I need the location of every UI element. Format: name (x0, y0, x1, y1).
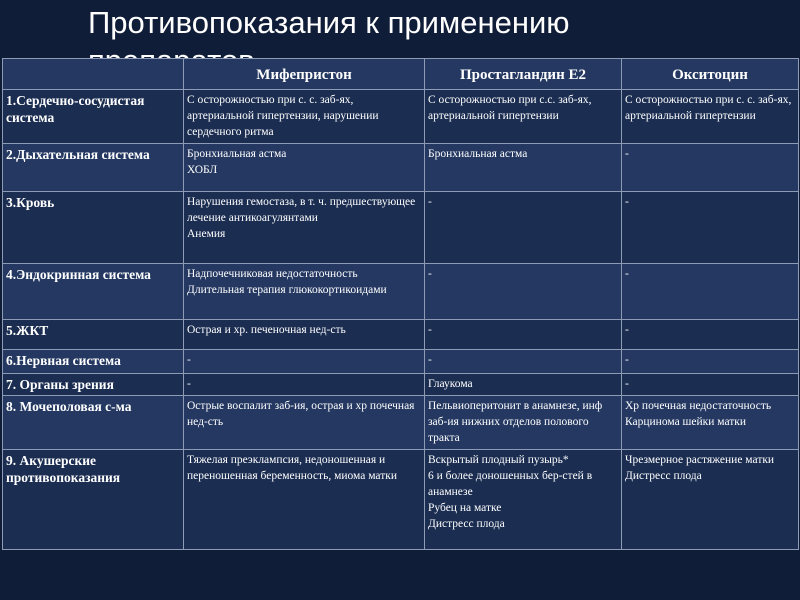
prostaglandin-line: - (428, 354, 432, 366)
header-row (3, 59, 799, 90)
mifepristone-cell (184, 264, 425, 320)
system-cell: 7. Органы зрения (3, 374, 184, 396)
prostaglandin-cell (425, 192, 622, 264)
system-cell: 5.ЖКТ (3, 320, 184, 350)
system-cell: 2.Дыхательная система (3, 144, 184, 192)
prostaglandin-line: Вскрытый плодный пузырь* (428, 454, 569, 466)
prostaglandin-cell (425, 450, 622, 550)
table-row (3, 374, 799, 396)
system-cell: 9. Акушерские противопоказания (3, 450, 184, 550)
oxytocin-cell (622, 144, 799, 192)
prostaglandin-line: - (428, 324, 432, 336)
header-oxytocin: Окситоцин (622, 59, 799, 90)
prostaglandin-line: С осторожностью при с.с. заб-ях, артериальной гипертензии (428, 94, 592, 122)
mifepristone-line: Надпочечниковая недостаточность (187, 268, 358, 280)
table-row (3, 90, 799, 144)
oxytocin-cell (622, 450, 799, 550)
oxytocin-cell (622, 320, 799, 350)
header-system (3, 59, 184, 90)
oxytocin-line: Чрезмерное растяжение матки (625, 454, 775, 466)
prostaglandin-line: Пельвиоперитонит в анамнезе, инф заб-ия нижних отделов полового тракта (428, 400, 603, 444)
mifepristone-cell (184, 144, 425, 192)
oxytocin-line: - (625, 148, 629, 160)
table-row (3, 320, 799, 350)
table-row (3, 450, 799, 550)
system-cell: 3.Кровь (3, 192, 184, 264)
oxytocin-line: Карцинома шейки матки (625, 416, 747, 428)
prostaglandin-line: - (428, 268, 432, 280)
mifepristone-line: Длительная терапия глюкокортикоидами (187, 284, 387, 296)
mifepristone-cell (184, 450, 425, 550)
oxytocin-line: Хр почечная недостаточность (625, 400, 772, 412)
mifepristone-line: Анемия (187, 228, 226, 240)
system-cell: 6.Нервная система (3, 350, 184, 374)
prostaglandin-line: Бронхиальная астма (428, 148, 528, 160)
oxytocin-cell (622, 192, 799, 264)
prostaglandin-cell (425, 396, 622, 450)
system-cell: 1.Сердечно-сосудистая система (3, 90, 184, 144)
mifepristone-cell (184, 320, 425, 350)
prostaglandin-cell (425, 374, 622, 396)
oxytocin-cell (622, 90, 799, 144)
mifepristone-line: - (187, 354, 191, 366)
prostaglandin-line: - (428, 196, 432, 208)
table-row (3, 264, 799, 320)
header-mifepristone: Мифепристон (184, 59, 425, 90)
table-row (3, 192, 799, 264)
mifepristone-line: С осторожностью при с. с. заб-ях, артериальной гипертензии, нарушении сердечного ритма (187, 94, 379, 138)
mifepristone-cell (184, 396, 425, 450)
mifepristone-cell (184, 90, 425, 144)
oxytocin-line: - (625, 354, 629, 366)
mifepristone-line: Острые воспалит заб-ия, острая и хр почечная нед-сть (187, 400, 415, 428)
mifepristone-cell (184, 374, 425, 396)
table-row (3, 144, 799, 192)
oxytocin-line: - (625, 378, 629, 390)
prostaglandin-line: 6 и более доношенных бер-стей в анамнезе (428, 470, 593, 498)
table-row (3, 396, 799, 450)
prostaglandin-line: Дистресс плода (428, 518, 505, 530)
prostaglandin-line: Глаукома (428, 378, 473, 390)
prostaglandin-cell (425, 90, 622, 144)
prostaglandin-cell (425, 144, 622, 192)
oxytocin-cell (622, 264, 799, 320)
mifepristone-line: ХОБЛ (187, 164, 218, 176)
mifepristone-cell (184, 192, 425, 264)
oxytocin-cell (622, 350, 799, 374)
oxytocin-cell (622, 374, 799, 396)
system-cell: 8. Мочеполовая с-ма (3, 396, 184, 450)
slide-title: Противопоказания к применению (88, 5, 570, 40)
system-cell: 4.Эндокринная система (3, 264, 184, 320)
oxytocin-line: - (625, 268, 629, 280)
header-prostaglandin: Простагландин E2 (425, 59, 622, 90)
mifepristone-cell (184, 350, 425, 374)
prostaglandin-cell (425, 350, 622, 374)
mifepristone-line: Бронхиальная астма (187, 148, 287, 160)
table-row (3, 350, 799, 374)
prostaglandin-cell (425, 320, 622, 350)
oxytocin-line: - (625, 196, 629, 208)
oxytocin-cell (622, 396, 799, 450)
oxytocin-line: С осторожностью при с. с. заб-ях, артериальной гипертензии (625, 94, 792, 122)
oxytocin-line: Дистресс плода (625, 470, 702, 482)
mifepristone-line: - (187, 378, 191, 390)
mifepristone-line: Нарушения гемостаза, в т. ч. предшествующее лечение антикоагулянтами (187, 196, 416, 224)
prostaglandin-cell (425, 264, 622, 320)
contraindications-table (2, 58, 799, 550)
oxytocin-line: - (625, 324, 629, 336)
mifepristone-line: Тяжелая преэклампсия, недоношенная и переношенная беременность, миома матки (187, 454, 397, 482)
mifepristone-line: Острая и хр. печеночная нед-сть (187, 324, 346, 336)
prostaglandin-line: Рубец на матке (428, 502, 502, 514)
